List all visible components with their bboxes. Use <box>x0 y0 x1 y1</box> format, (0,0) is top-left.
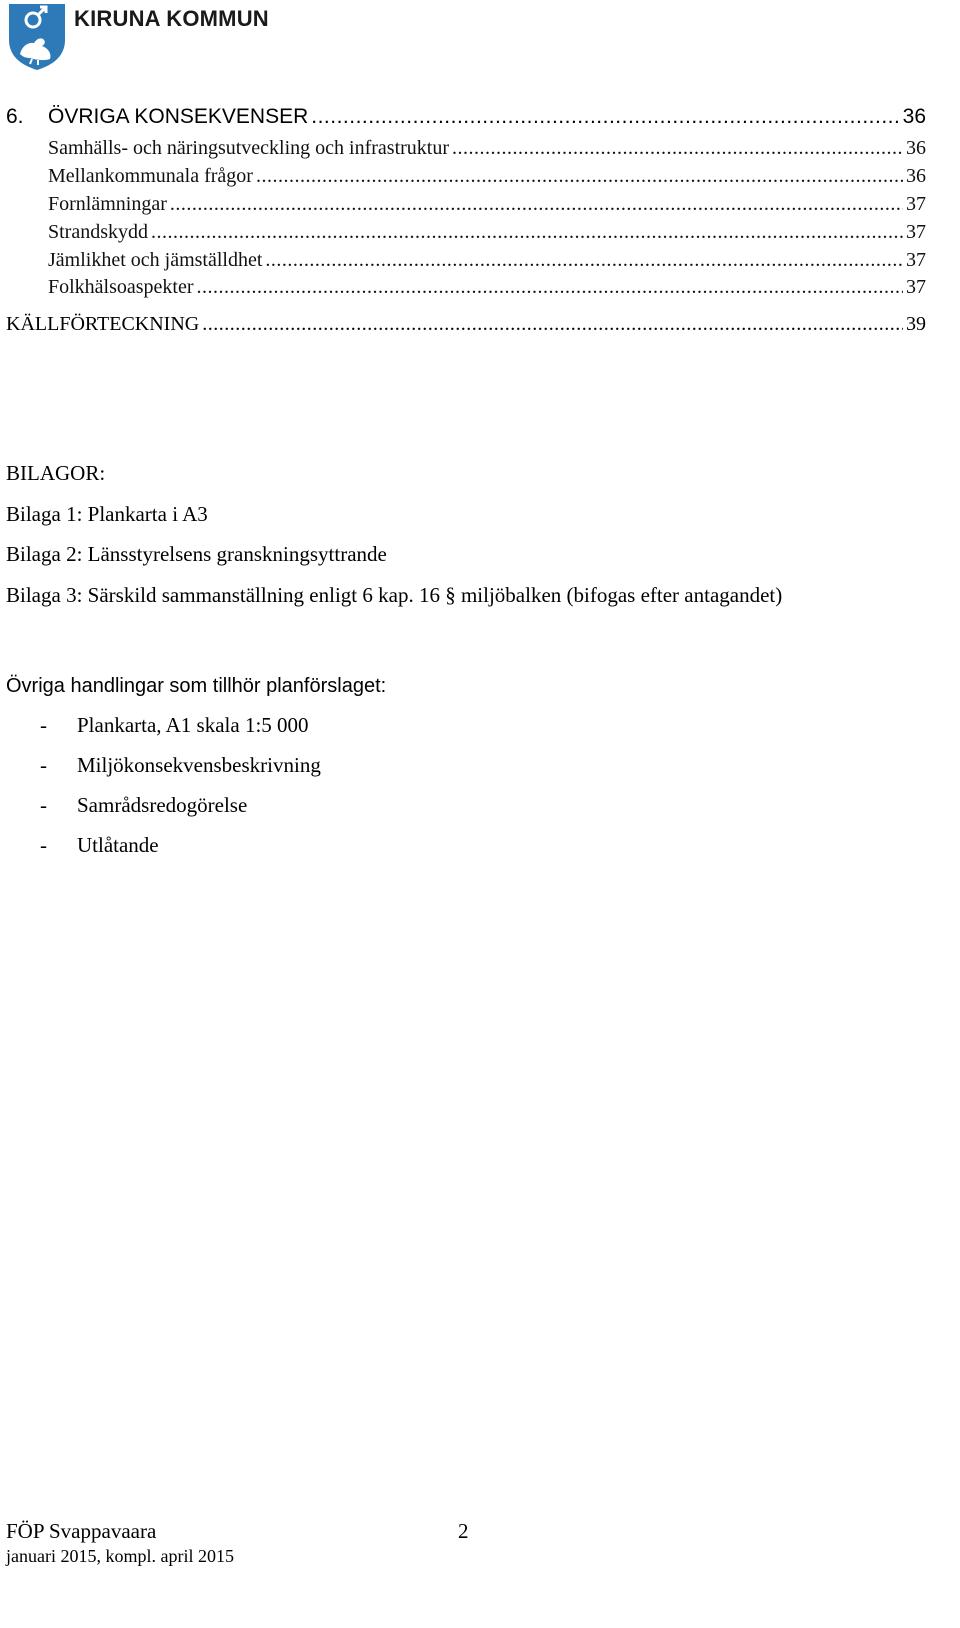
toc-leader <box>256 163 903 189</box>
footer-document-title: FÖP Svappavaara <box>6 1519 157 1543</box>
list-item <box>40 792 247 818</box>
toc-page: 37 <box>906 276 926 298</box>
list-bullet: - <box>40 793 47 817</box>
toc-title: KÄLLFÖRTECKNING <box>6 313 200 335</box>
attachment-item: Bilaga 3: Särskild sammanställning enligt 6 kap. 16 § miljöbalken (bifogas efter antagandet) <box>6 583 783 607</box>
attachment-item: Bilaga 2: Länsstyrelsens granskningsyttrande <box>6 542 387 566</box>
toc-title: ÖVRIGA KONSEKVENSER <box>48 105 309 128</box>
toc-leader <box>265 247 903 273</box>
list-item-text: Samrådsredogörelse <box>77 793 248 817</box>
toc-page: 36 <box>906 137 926 159</box>
list-item-text: Plankarta, A1 skala 1:5 000 <box>77 713 309 737</box>
toc-title: Samhälls- och näringsutveckling och infrastruktur <box>48 137 450 159</box>
toc-title: Folkhälsoaspekter <box>48 276 194 298</box>
toc-leader <box>197 274 903 300</box>
list-item-text: Miljökonsekvensbeskrivning <box>77 753 321 777</box>
toc-page: 37 <box>906 193 926 215</box>
other-documents-heading: Övriga handlingar som tillhör planförslaget: <box>6 675 387 697</box>
municipality-name: KIRUNA KOMMUN <box>74 6 269 31</box>
footer-date: januari 2015, kompl. april 2015 <box>6 1546 234 1566</box>
toc-entry[interactable] <box>48 219 926 245</box>
toc-title: Jämlikhet och jämställdhet <box>48 249 263 271</box>
toc-page: 39 <box>906 313 926 335</box>
page-number: 2 <box>458 1519 469 1543</box>
attachment-item: Bilaga 1: Plankarta i A3 <box>6 502 208 526</box>
toc-entry[interactable] <box>48 247 926 273</box>
toc-leader <box>311 104 899 130</box>
list-item <box>40 832 159 858</box>
toc-leader <box>452 135 903 161</box>
kiruna-coat-of-arms-logo <box>6 2 68 72</box>
list-item <box>40 752 321 778</box>
list-bullet: - <box>40 713 47 737</box>
toc-entry[interactable] <box>48 163 926 189</box>
toc-leader <box>202 311 903 337</box>
toc-entry[interactable] <box>6 104 926 130</box>
toc-title: Fornlämningar <box>48 193 167 215</box>
list-bullet: - <box>40 833 47 857</box>
toc-leader <box>151 219 903 245</box>
toc-entry[interactable] <box>48 191 926 217</box>
toc-entry[interactable] <box>6 311 926 337</box>
toc-page: 37 <box>906 249 926 271</box>
toc-number: 6. <box>6 105 24 128</box>
list-bullet: - <box>40 753 47 777</box>
toc-title: Strandskydd <box>48 221 148 243</box>
attachments-heading: BILAGOR: <box>6 461 106 485</box>
toc-page: 37 <box>906 221 926 243</box>
list-item-text: Utlåtande <box>77 833 159 857</box>
toc-entry[interactable] <box>48 135 926 161</box>
toc-page: 36 <box>906 165 926 187</box>
toc-entry[interactable] <box>48 274 926 300</box>
shield-icon <box>6 2 68 72</box>
list-item <box>40 712 309 738</box>
toc-page: 36 <box>902 105 926 128</box>
toc-title: Mellankommunala frågor <box>48 165 253 187</box>
toc-leader <box>170 191 903 217</box>
